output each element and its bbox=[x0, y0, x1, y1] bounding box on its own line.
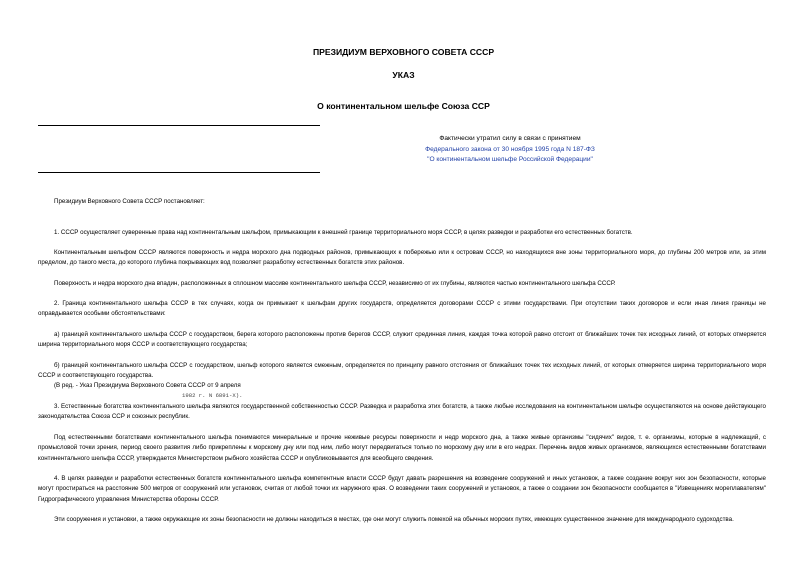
status-note-link-law[interactable]: Федерального закона от 30 ноября 1995 года N 187-ФЗ bbox=[425, 145, 595, 153]
article-3-text: 3. Естественные богатства континентального шельфа являются государственной собственностью СССР. Разведка и разработка этих богатств, а также любые исследования на континентальном шельфе осуществляются на основе действующего законодательства Союза ССР и союзных республик. bbox=[38, 403, 766, 421]
seabed-depressions-paragraph bbox=[38, 279, 766, 289]
document-title: О континентальном шельфе Союза ССР bbox=[317, 101, 490, 111]
separator-line-top bbox=[38, 125, 320, 126]
edit-note-text: (В ред. - Указ Президиума Верховного Совета СССР от 9 апреля bbox=[54, 382, 241, 389]
shelf-definition-text: Континентальным шельфом СССР являются поверхность и недра морского дна подводных районов, примыкающих к побережью или к островам СССР, но находящихся вне зоны территориального моря, до глубины 200 метров или, за этим пределом, до такого места, до которого глубина покрывающих вод позволяет разработку естественных богатств этих районов. bbox=[38, 249, 766, 267]
installations-paragraph bbox=[38, 515, 766, 525]
seabed-depressions-text: Поверхность и недра морского дна впадин, расположенных в сплошном массиве континентального шельфа СССР, независимо от их глубины, являются частью континентального шельфа СССР. bbox=[54, 280, 616, 287]
article-3-paragraph bbox=[38, 402, 766, 423]
article-2-text: 2. Граница континентального шельфа СССР в тех случаях, когда он примыкает к шельфам других государств, определяется договорами СССР с этими государствами. При отсутствии таких договоров и если иная линия границы не оправдывается особыми обстоятельствами: bbox=[38, 300, 766, 318]
edit-note-date: 1982 г. N 6891-X). bbox=[182, 392, 243, 400]
natural-resources-text: Под естественными богатствами континентального шельфа понимаются минеральные и прочие неживые ресурсы поверхности и недр морского дна, а также живые организмы "сидячих" видов, т. е. организмы, которые в надлежащий, с промысловой точки зрения, период своего развития либо прикреплены к морскому дну или под ним, либо могут передвигаться только по морскому дну или в его недрах. Перечень видов живых организмов, являющихся естественными богатствами континентального шельфа СССР, утверждается Министерством рыбного хозяйства СССР и опубликовывается для всеобщего сведения. bbox=[38, 434, 766, 462]
article-2b-text: б) границей континентального шельфа СССР с государством, шельф которого является смежным, определяется по принципу равного отстояния от ближайших точек тех исходных линий, от которых отмеряется ширина территориального моря СССР и соответствующего государства. bbox=[38, 362, 766, 380]
edit-note bbox=[54, 381, 454, 402]
article-4-paragraph bbox=[38, 474, 766, 505]
issuer-heading: ПРЕЗИДИУМ ВЕРХОВНОГО СОВЕТА СССР bbox=[312, 47, 495, 57]
installations-text: Эти сооружения и установки, а также окружающие их зоны безопасности не должны находиться в местах, где они могут служить помехой на обычных морских путях, имеющих существенное значение для международного судоходства. bbox=[54, 516, 734, 523]
article-4-text: 4. В целях разведки и разработки естественных богатств континентального шельфа компетентные власти СССР будут давать разрешения на возведение сооружений и иных установок, а также создание вокруг них зон безопасности, которые могут простираться на расстояние 500 метров от сооружений или установок, считая от любой точки их наружного края. О возведении таких сооружений и установок, а также о создании зон безопасности сообщается в "Извещениях мореплавателям" Гидрографического управления Министерства обороны СССР. bbox=[38, 475, 766, 503]
shelf-definition-paragraph bbox=[38, 248, 766, 269]
article-2a-paragraph bbox=[38, 330, 766, 351]
natural-resources-paragraph bbox=[38, 433, 766, 464]
preamble-paragraph bbox=[38, 197, 766, 207]
document-type-heading: УКАЗ bbox=[392, 70, 415, 80]
article-1-paragraph bbox=[38, 228, 766, 238]
article-2-paragraph bbox=[38, 299, 766, 320]
status-note bbox=[260, 134, 760, 166]
status-note-text: Фактически утратил силу в связи с принятием bbox=[439, 135, 581, 142]
article-2a-text: а) границей континентального шельфа СССР с государством, берега которого расположены против берегов СССР, служит срединная линия, каждая точка которой равно отстоит от ближайших точек тех исходных линий, от которых отмеряется ширина территориального моря СССР и соответствующего государства; bbox=[38, 331, 766, 349]
status-note-link-title[interactable]: "О континентальном шельфе Российской Федерации" bbox=[427, 156, 593, 163]
separator-line-bottom bbox=[38, 172, 320, 173]
article-2b-paragraph bbox=[38, 361, 766, 382]
preamble-text: Президиум Верховного Совета СССР постановляет: bbox=[54, 198, 205, 205]
article-1-text: 1. СССР осуществляет суверенные права над континентальным шельфом, примыкающим к внешней границе территориального моря СССР, в целях разведки и разработки его естественных богатств. bbox=[54, 229, 633, 236]
